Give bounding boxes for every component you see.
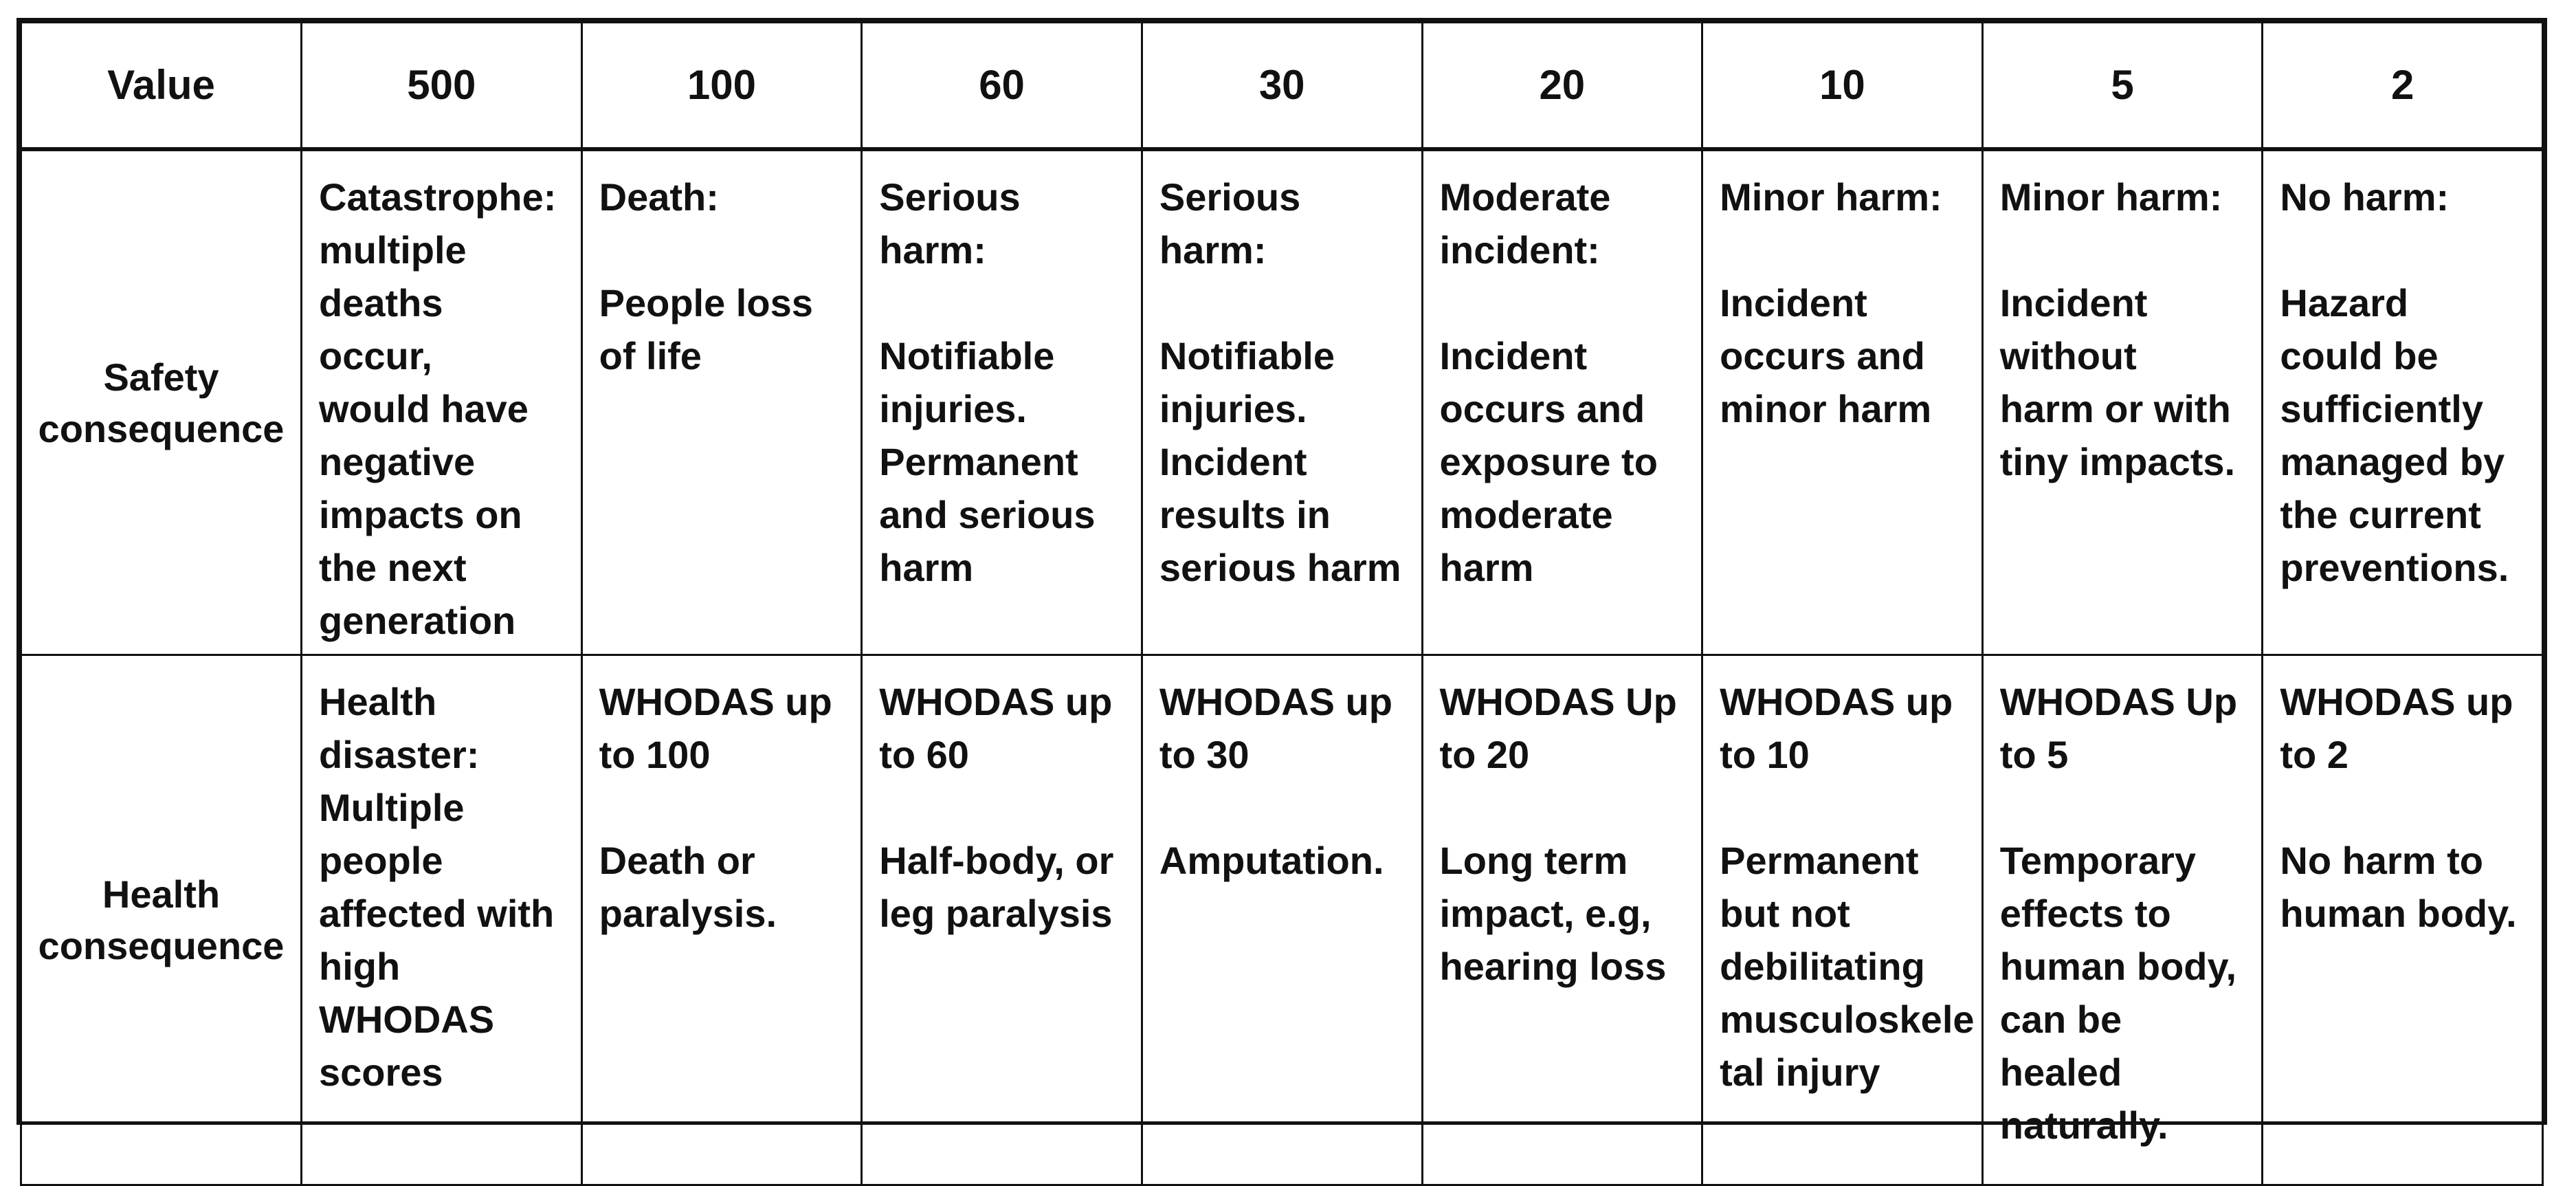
health-cell-30: WHODAS up to 30 Amputation. bbox=[1142, 655, 1422, 1185]
safety-cell-20: Moderate incident: Incident occurs and exposure to moderate harm bbox=[1422, 149, 1702, 655]
health-cell-500: Health disaster: Multiple people affected with high WHODAS scores bbox=[302, 655, 582, 1185]
safety-cell-500: Catastrophe: multiple deaths occur, would have negative impacts on the next generation bbox=[302, 149, 582, 655]
header-label-value: Value bbox=[21, 23, 302, 150]
header-value-500: 500 bbox=[302, 23, 582, 150]
header-value-20: 20 bbox=[1422, 23, 1702, 150]
health-cell-5: WHODAS Up to 5 Temporary effects to human body, can be healed naturally. bbox=[1982, 655, 2263, 1185]
health-cell-10: WHODAS up to 10 Permanent but not debilitating musculoskele tal injury bbox=[1702, 655, 1983, 1185]
health-cell-60: WHODAS up to 60 Half-body, or leg paralysis bbox=[862, 655, 1142, 1185]
header-value-60: 60 bbox=[862, 23, 1142, 150]
health-consequence-row bbox=[21, 655, 2543, 1185]
row-label-health: Health consequence bbox=[21, 655, 302, 1185]
safety-cell-10: Minor harm: Incident occurs and minor harm bbox=[1702, 149, 1983, 655]
row-label-safety: Safety consequence bbox=[21, 149, 302, 655]
header-value-2: 2 bbox=[2263, 23, 2543, 150]
safety-cell-100: Death: People loss of life bbox=[581, 149, 862, 655]
safety-cell-2: No harm: Hazard could be sufficiently managed by the current preventions. bbox=[2263, 149, 2543, 655]
consequence-value-table bbox=[20, 21, 2544, 1186]
header-value-100: 100 bbox=[581, 23, 862, 150]
consequence-table-frame bbox=[16, 18, 2547, 1147]
header-value-10: 10 bbox=[1702, 23, 1983, 150]
health-cell-20: WHODAS Up to 20 Long term impact, e.g, hearing loss bbox=[1422, 655, 1702, 1185]
health-cell-100: WHODAS up to 100 Death or paralysis. bbox=[581, 655, 862, 1185]
safety-cell-30: Serious harm: Notifiable injuries. Incident results in serious harm bbox=[1142, 149, 1422, 655]
safety-cell-5: Minor harm: Incident without harm or with tiny impacts. bbox=[1982, 149, 2263, 655]
safety-cell-60: Serious harm: Notifiable injuries. Permanent and serious harm bbox=[862, 149, 1142, 655]
header-row bbox=[21, 23, 2543, 150]
health-cell-2: WHODAS up to 2 No harm to human body. bbox=[2263, 655, 2543, 1185]
header-value-5: 5 bbox=[1982, 23, 2263, 150]
header-value-30: 30 bbox=[1142, 23, 1422, 150]
safety-consequence-row bbox=[21, 149, 2543, 655]
